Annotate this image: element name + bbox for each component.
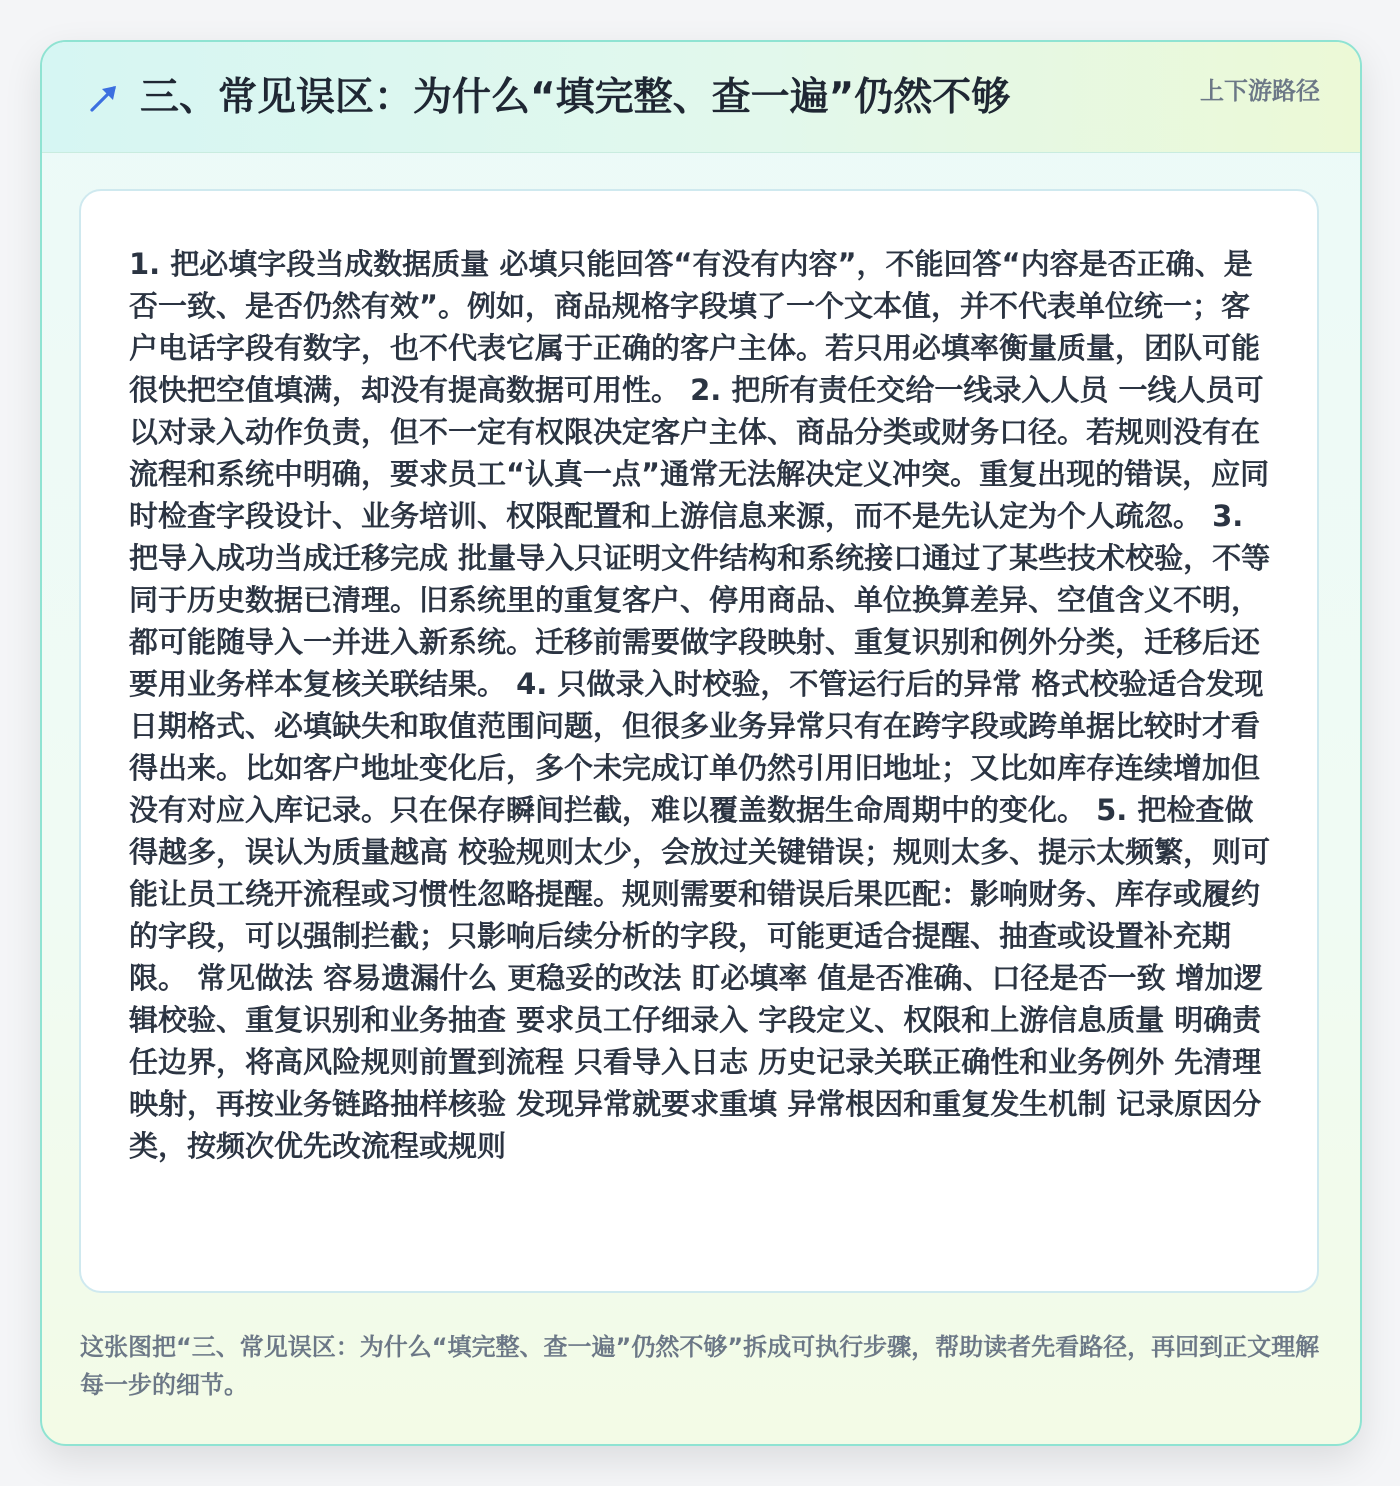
path-tag: 上下游路径 xyxy=(1200,77,1320,105)
body-text: 1. 把必填字段当成数据质量 必填只能回答“有没有内容”，不能回答“内容是否正确、是否一致、是否仍然有效”。例如，商品规格字段填了一个文本值，并不代表单位统一；客户电话字段有数字，也不代表它属于正确的客户主体。若只用必填率衡量质量，团队可能很快把空值填满，却没有提高数据可用性。 2. 把所有责任交给一线录入人员 一线人员可以对录入动作负责，但不一定有权限决定客户主体、商品分类或财务口径。若规则没有在流程和系统中明确，要求员工“认真一点”通常无法解决定义冲突。重复出现的错误，应同时检查字段设计、业务培训、权限配置和上游信息来源，而不是先认定为个人疏忽。 3. 把导入成功当成迁移完成 批量导入只证明文件结构和系统接口通过了某些技术校验，不等同于历史数据已清理。旧系统里的重复客户、停用商品、单位换算差异、空值含义不明，都可能随导入一并进入新系统。迁移前需要做字段映射、重复识别和例外分类，迁移后还要用业务样本复核关联结果。 4. 只做录入时校验，不管运行后的异常 格式校验适合发现日期格式、必填缺失和取值范围问题，但很多业务异常只有在跨字段或跨单据比较时才看得出来。比如客户地址变化后，多个未完成订单仍然引用旧地址；又比如库存连续增加但没有对应入库记录。只在保存瞬间拦截，难以覆盖数据生命周期中的变化。 5. 把检查做得越多，误认为质量越高 校验规则太少，会放过关键错误；规则太多、提示太频繁，则可能让员工绕开流程或习惯性忽略提醒。规则需要和错误后果匹配：影响财务、库存或履约的字段，可以强制拦截；只影响后续分析的字段，可能更适合提醒、抽查或设置补充期限。 常见做法 容易遗漏什么 更稳妥的改法 盯必填率 值是否准确、口径是否一致 增加逻辑校验、重复识别和业务抽查 要求员工仔细录入 字段定义、权限和上游信息质量 明确责任边界，将高风险规则前置到流程 只看导入日志 历史记录关联正确性和业务例外 先清理映射，再按业务链路抽样核验 发现异常就要求重填 异常根因和重复发生机制 记录原因分类，按频次优先改流程或规则 xyxy=(129,247,1271,1163)
section-card xyxy=(40,40,1362,1446)
arrow-up-right-icon xyxy=(86,80,122,116)
card-header xyxy=(42,42,1360,153)
content-panel xyxy=(79,189,1319,1293)
figure-caption: 这张图把“三、常见误区：为什么“填完整、查一遍”仍然不够”拆成可执行步骤，帮助读者先看路径，再回到正文理解每一步的细节。 xyxy=(80,1333,1320,1399)
section-title: 三、常见误区：为什么“填完整、查一遍”仍然不够 xyxy=(140,75,1011,120)
